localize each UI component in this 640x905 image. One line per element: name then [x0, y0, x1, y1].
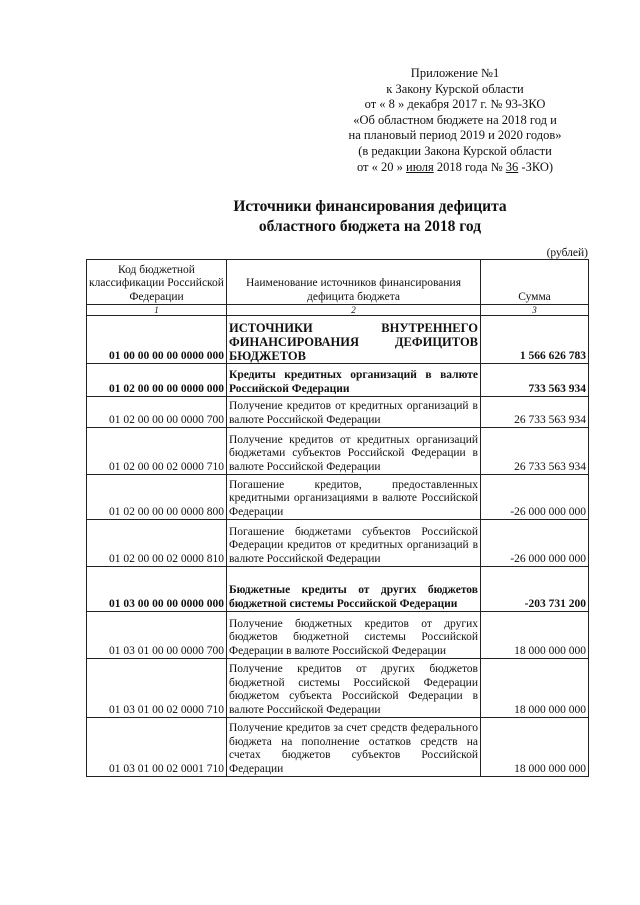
row-sum: 26 733 563 934	[481, 397, 589, 428]
table-row	[87, 316, 589, 364]
row-name: Получение кредитов от других бюджетов бюджетной системы Российской Федерации бюджетом субъекта Российской Федерации в валюте Российской Федерации	[227, 659, 481, 718]
row-sum: 18 000 000 000	[481, 659, 589, 718]
table-row	[87, 612, 589, 659]
document-title	[150, 197, 590, 237]
row-sum: 733 563 934	[481, 364, 589, 397]
row-name: Получение кредитов за счет средств федерального бюджета на пополнение остатков средств на счетах бюджетов субъектов Российской Федерации	[227, 718, 481, 777]
edition-year: 2018 года №	[436, 159, 503, 174]
row-sum: 18 000 000 000	[481, 718, 589, 777]
row-code: 01 03 00 00 00 0000 000	[87, 567, 227, 612]
header-name: Наименование источников финансирования дефицита бюджета	[227, 260, 481, 305]
appendix-law-name-2: на плановый период 2019 и 2020 годов»	[348, 128, 562, 143]
title-line-1: Источники финансирования дефицита	[233, 198, 507, 215]
row-sum: 1 566 626 783	[481, 316, 589, 364]
row-name: Кредиты кредитных организаций в валюте Российской Федерации	[227, 364, 481, 397]
row-sum: -26 000 000 000	[481, 475, 589, 520]
appendix-edition: (в редакции Закона Курской области	[358, 143, 552, 158]
row-sum: 18 000 000 000	[481, 612, 589, 659]
appendix-edition-date	[300, 160, 610, 176]
sources-table	[86, 259, 589, 777]
appendix-title: Приложение №1	[410, 66, 500, 80]
table-row	[87, 475, 589, 520]
table-row	[87, 659, 589, 718]
row-code: 01 02 00 00 02 0000 810	[87, 520, 227, 567]
title-line-2: областного бюджета на 2018 год	[258, 218, 482, 235]
edition-day: от « 20 »	[356, 159, 403, 174]
row-code: 01 02 00 00 00 0000 000	[87, 364, 227, 397]
row-sum: 26 733 563 934	[481, 428, 589, 475]
header-code: Код бюджетной классификации Российской Федерации	[87, 260, 227, 305]
row-name: Получение бюджетных кредитов от других бюджетов бюджетной системы Российской Федерации в валюте Российской Федерации	[227, 612, 481, 659]
currency-unit: (рублей)	[546, 247, 588, 259]
appendix-law-date: от « 8 » декабря 2017 г. № 93-ЗКО	[364, 97, 546, 112]
edition-month: июля	[406, 159, 434, 174]
row-name: Бюджетные кредиты от других бюджетов бюджетной системы Российской Федерации	[227, 567, 481, 612]
column-number: 2	[227, 305, 481, 316]
table-row	[87, 567, 589, 612]
column-number: 3	[481, 305, 589, 316]
row-name: Погашение кредитов, предоставленных кредитными организациями в валюте Российской Федерации	[227, 475, 481, 520]
appendix-law-name-1: «Об областном бюджете на 2018 год и	[353, 112, 557, 127]
row-code: 01 02 00 00 02 0000 710	[87, 428, 227, 475]
row-code: 01 03 01 00 02 0000 710	[87, 659, 227, 718]
header-sum: Сумма	[481, 260, 589, 305]
edition-suffix: -ЗКО)	[521, 159, 554, 174]
table-row	[87, 364, 589, 397]
edition-number: 36	[505, 159, 519, 174]
column-number-row	[87, 305, 589, 316]
row-name: Погашение бюджетами субъектов Российской Федерации кредитов от кредитных организаций в валюте Российской Федерации	[227, 520, 481, 567]
row-name: Получение кредитов от кредитных организаций в валюте Российской Федерации	[227, 397, 481, 428]
table-header-row	[87, 260, 589, 305]
row-name: Получение кредитов от кредитных организаций бюджетами субъектов Российской Федерации в валюте Российской Федерации	[227, 428, 481, 475]
row-code: 01 03 01 00 00 0000 700	[87, 612, 227, 659]
appendix-to-law: к Закону Курской области	[386, 81, 524, 96]
row-code: 01 03 01 00 02 0001 710	[87, 718, 227, 777]
row-code: 01 00 00 00 00 0000 000	[87, 316, 227, 364]
row-code: 01 02 00 00 00 0000 800	[87, 475, 227, 520]
table-row	[87, 718, 589, 777]
table-row	[87, 428, 589, 475]
table-row	[87, 520, 589, 567]
table-row	[87, 397, 589, 428]
row-name: ИСТОЧНИКИ ВНУТРЕННЕГО ФИНАНСИРОВАНИЯ ДЕФИЦИТОВ БЮДЖЕТОВ	[227, 316, 481, 364]
row-sum: -203 731 200	[481, 567, 589, 612]
row-sum: -26 000 000 000	[481, 520, 589, 567]
appendix-block	[300, 66, 610, 175]
row-code: 01 02 00 00 00 0000 700	[87, 397, 227, 428]
column-number: 1	[87, 305, 227, 316]
